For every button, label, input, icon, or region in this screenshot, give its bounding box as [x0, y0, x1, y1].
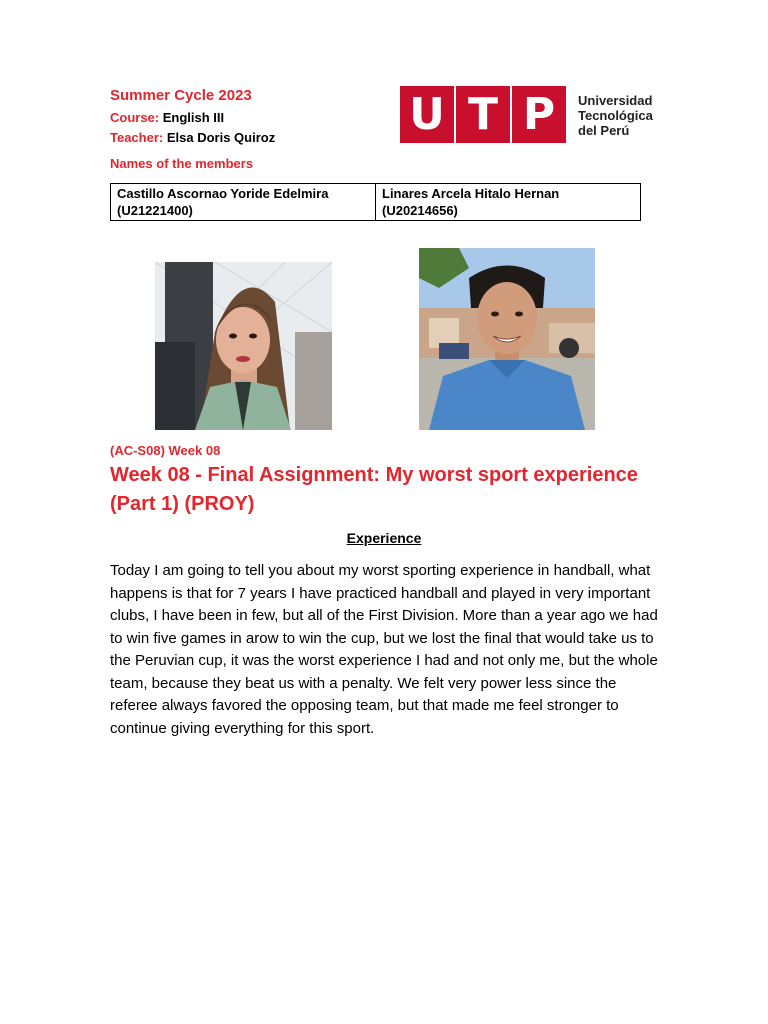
logo-university-name [578, 93, 653, 138]
logo-name-line: Universidad [578, 93, 653, 108]
teacher-line [110, 130, 275, 145]
member-cell [376, 184, 641, 221]
members-label: Names of the members [110, 156, 254, 171]
week-tag: (AC-S08) Week 08 [110, 443, 221, 458]
section-heading: Experience [346, 530, 422, 546]
course-value: English III [162, 110, 225, 125]
teacher-value: Elsa Doris Quiroz [166, 130, 276, 145]
assignment-title: Week 08 - Final Assignment: My worst sport experience (Part 1) (PROY) [110, 464, 638, 515]
logo-name-line: del Perú [578, 123, 630, 138]
course-label: Course: [110, 110, 160, 125]
member-photo-man [419, 248, 595, 430]
cycle-title: Summer Cycle 2023 [110, 87, 252, 104]
members-table [110, 183, 641, 221]
logo-letter-u: U [400, 86, 454, 143]
table-row [111, 184, 641, 221]
experience-paragraph: Today I am going to tell you about my worst sporting experience in handball, what happens is that for 7 years I have practiced handball and played in very important clubs, I have been in few, but all of the First Division. More than a year ago we had to win five games in arow to win the cup, but we lost the final that would take us to the Peruvian cup, it was the worst experience I had and not only me, but the whole team, because they beat us with a penalty. We felt very power less since the referee always favored the opposing team, but that made me feel stronger to continue giving everything for this sport. [110, 562, 658, 737]
utp-logo [400, 86, 660, 144]
member-photo-woman [155, 262, 332, 430]
course-line [110, 110, 224, 125]
member-name: Castillo Ascornao Yoride Edelmira [117, 186, 329, 201]
member-code: (U21221400) [117, 203, 193, 218]
member-code: (U20214656) [382, 203, 458, 218]
member-name: Linares Arcela Hitalo Hernan [382, 186, 560, 201]
logo-letter-t: T [456, 86, 510, 143]
logo-name-line: Tecnológica [578, 108, 653, 123]
logo-letter-p: P [512, 86, 566, 143]
teacher-label: Teacher: [110, 130, 164, 145]
member-cell [111, 184, 376, 221]
